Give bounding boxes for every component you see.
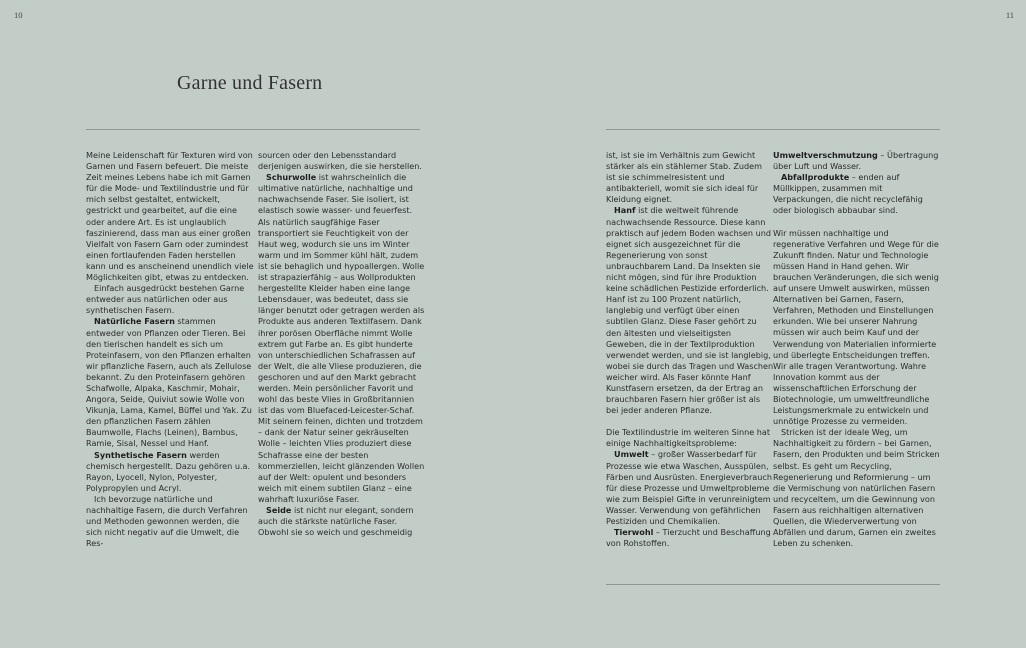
paragraph: [773, 150, 941, 172]
paragraph-lead-term: Natürliche Fasern: [94, 316, 175, 327]
paragraph: [86, 150, 254, 283]
paragraph-lead-term: Synthetische Fasern: [94, 449, 187, 460]
paragraph: [86, 494, 254, 549]
paragraph-text: ist wahrscheinlich die ultimative natürliche, nachhaltige und nachwachsende Faser. Sie isoliert, ist elastisch sowie wasser- und feuerfest. Als natürlich saugfähige Faser transportiert sie Feuchtigkeit von der Haut weg, wodurch sie uns im Winter warm und im Sommer kühl hält, zudem ist sie behaglich und hypoallergen. Wolle ist strapazierfähig – aus Wollprodukten hergestellte Kleider haben eine lange Lebensdauer, was bedeutet, dass sie länger benutzt oder getragen werden als Produkte aus anderen Textilfasern. Dank ihrer porösen Oberfläche nimmt Wolle extrem gut Farbe an. Es gibt hunderte von unterschiedlichen Schafrassen auf der Welt, die alle Vliese produzieren, die geschoren und auf den Markt gebracht werden. Mein persönlicher Favorit und wohl das beste Vlies in Großbritannien ist das vom Bluefaced-Leicester-Schaf. Mit seinem feinen, dichten und trotzdem – dank der Natur seiner gekräuselten Wolle – leichten Vlies produziert diese Schafrasse eine der besten kommerziellen, leicht glänzenden Wollen auf der Welt: opulent und besonders weich mit einem subtilen Glanz – eine wahrhaft luxuriöse Faser.: [258, 172, 425, 504]
paragraph-text: Wir müssen nachhaltige und regenerative Verfahren und Wege für die Zukunft finden. Natur und Technologie müssen Hand in Hand gehen. Wir brauchen Veränderungen, die sich wenig auf unsere Umwelt auswirken, müssen Alternativen bei Garnen, Fasern, Verfahren, Methoden und Einstellungen erkunden. Wie bei unserer Nahrung müssen wir auch beim Kauf und der Verwendung von Materialien informierte und überlegte Entscheidungen treffen. Wir alle tragen Verantwortung. Wahre Innovation kommt aus der wissenschaftlichen Erforschung der Biotechnologie, um umweltfreundliche Leistungsmerkmale zu entwickeln und unnötige Prozesse zu vermeiden.: [773, 227, 939, 427]
paragraph: [773, 427, 941, 549]
paragraph-text: Ich bevorzuge natürliche und nachhaltige Fasern, die durch Verfahren und Methoden gewonnen werden, die sich nicht negativ auf die Umwelt, die Res-: [86, 493, 248, 549]
text-column-3: [606, 150, 774, 549]
paragraph-lead-term: Tierwohl: [614, 527, 654, 538]
paragraph-text: – großer Wasserbedarf für Prozesse wie etwa Waschen, Ausspülen, Färben und Ausrüsten. Energieverbrauch für diese Prozesse und Umweltprobleme wie zum Beispiel Gifte in verunreinigtem Wasser. Verwendung von gefährlichen Pestiziden und Chemikalien.: [606, 449, 772, 526]
page-number-right: 11: [1005, 10, 1014, 20]
paragraph: [258, 150, 426, 172]
paragraph: [606, 427, 774, 449]
paragraph: [773, 228, 941, 428]
paragraph-text: Die Textilindustrie im weiteren Sinne hat einige Nachhaltigkeitsprobleme:: [606, 427, 771, 449]
text-column-1: [86, 150, 254, 549]
top-rule-left: [86, 129, 420, 130]
chapter-title: Garne und Fasern: [177, 72, 323, 94]
paragraph: [258, 172, 426, 505]
paragraph-text: werden chemisch hergestellt. Dazu gehören u.a. Rayon, Lyocell, Nylon, Polyester, Polypropylen und Acryl.: [86, 449, 251, 493]
paragraph-text: – Übertragung über Luft und Wasser.: [773, 150, 939, 172]
paragraph: [606, 205, 774, 416]
paragraph-lead-term: Schurwolle: [266, 172, 317, 183]
text-column-4: [773, 150, 941, 549]
paragraph-lead-term: Abfallprodukte: [781, 172, 850, 183]
paragraph-text: – Tierzucht und Beschaffung von Rohstoffen.: [606, 527, 771, 549]
paragraph: [606, 449, 774, 527]
paragraph-text: ist, ist sie im Verhältnis zum Gewicht stärker als ein stählerner Stab. Zudem ist sie schimmelresistent und antibakteriell, womit sie sich ideal für Kleidung eignet.: [606, 150, 763, 205]
paragraph: [86, 450, 254, 494]
paragraph-text: sourcen oder den Lebensstandard derjenigen auswirken, die sie herstellen.: [258, 150, 422, 172]
paragraph: [258, 505, 426, 538]
paragraph-text: – enden auf Müllkippen, zusammen mit Verpackungen, die nicht recyclefähig oder biologisch abbaubar sind.: [773, 172, 923, 216]
paragraph-lead-term: Umweltverschmutzung: [773, 150, 878, 160]
paragraph: [86, 283, 254, 316]
bottom-rule-right: [606, 584, 940, 585]
top-rule-right: [606, 129, 940, 130]
text-column-2: [258, 150, 426, 538]
paragraph-lead-term: Umwelt: [614, 449, 649, 460]
paragraph-text: Meine Leidenschaft für Texturen wird von Garnen und Fasern befeuert. Die meiste Zeit meines Lebens habe ich mit Garnen für die Mode- und Textilindustrie und für mich selbst gestaltet, entwickelt, gestrickt und gearbeitet, auf die eine oder andere Art. Es ist unglaublich faszinierend, dass man aus einer großen Vielfalt von Fasern Garn oder zumindest einen fortlaufenden Faden herstellen kann und es anscheinend unendlich viele Möglichkeiten gibt, etwas zu entdecken.: [86, 150, 254, 283]
paragraph-lead-term: Seide: [266, 505, 292, 515]
page-number-left: 10: [14, 10, 23, 20]
paragraph-text: ist die weltweit führende nachwachsende Ressource. Diese kann praktisch auf jedem Boden wachsen und eignet sich ausgezeichnet für die Regenerierung von sonst unbrauchbarem Land. Da Insekten sie nicht mögen, sind für ihre Produktion keine schädlichen Pestizide erforderlich. Hanf ist zu 100 Prozent natürlich, langlebig und verfügt über einen subtilen Glanz. Diese Faser gehört zu den ältesten und vielseitigsten Geweben, die in der Textilproduktion verwendet werden, und sie ist langlebig, wobei sie durch das Tragen und Waschen weicher wird. Als Faser könnte Hanf Kunstfasern ersetzen, da der Ertrag an brauchbaren Fasern hier größer ist als bei jeder anderen Pflanze.: [606, 205, 774, 416]
paragraph: [86, 316, 254, 449]
paragraph-text: Einfach ausgedrückt bestehen Garne entweder aus natürlichen oder aus synthetischen Fasern.: [86, 283, 245, 316]
paragraph: [773, 172, 941, 216]
paragraph-text: ist nicht nur elegant, sondern auch die stärkste natürliche Faser. Obwohl sie so weich und geschmeidig: [258, 505, 414, 538]
paragraph-text: Stricken ist der ideale Weg, um Nachhaltigkeit zu fördern – bei Garnen, Fasern, den Produkten und beim Stricken selbst. Es geht um Recycling, Regenerierung und Reformierung – um die Vermischung von natürlichen Fasern und recyceltem, um die Gewinnung von Fasern aus reichhaltigen alternativen Quellen, die Wiederverwertung von Abfällen und darum, Garnen ein zweites Leben zu schenken.: [773, 427, 940, 549]
paragraph-text: stammen entweder von Pflanzen oder Tieren. Bei den tierischen handelt es sich um Proteinfasern, von den Pflanzen erhalten wir pflanzliche Fasern, auch als Zellulose bekannt. Zu den Proteinfasern gehören Schafwolle, Alpaka, Kaschmir, Mohair, Angora, Seide, Quiviut sowie Wolle von Vikunja, Lama, Kamel, Büffel und Yak. Zu den pflanzlichen Fasern zählen Baumwolle, Flachs (Leinen), Bambus, Ramie, Sisal, Nessel und Hanf.: [86, 316, 252, 449]
paragraph: [606, 150, 774, 205]
paragraph: [606, 527, 774, 549]
paragraph-lead-term: Hanf: [614, 205, 636, 216]
